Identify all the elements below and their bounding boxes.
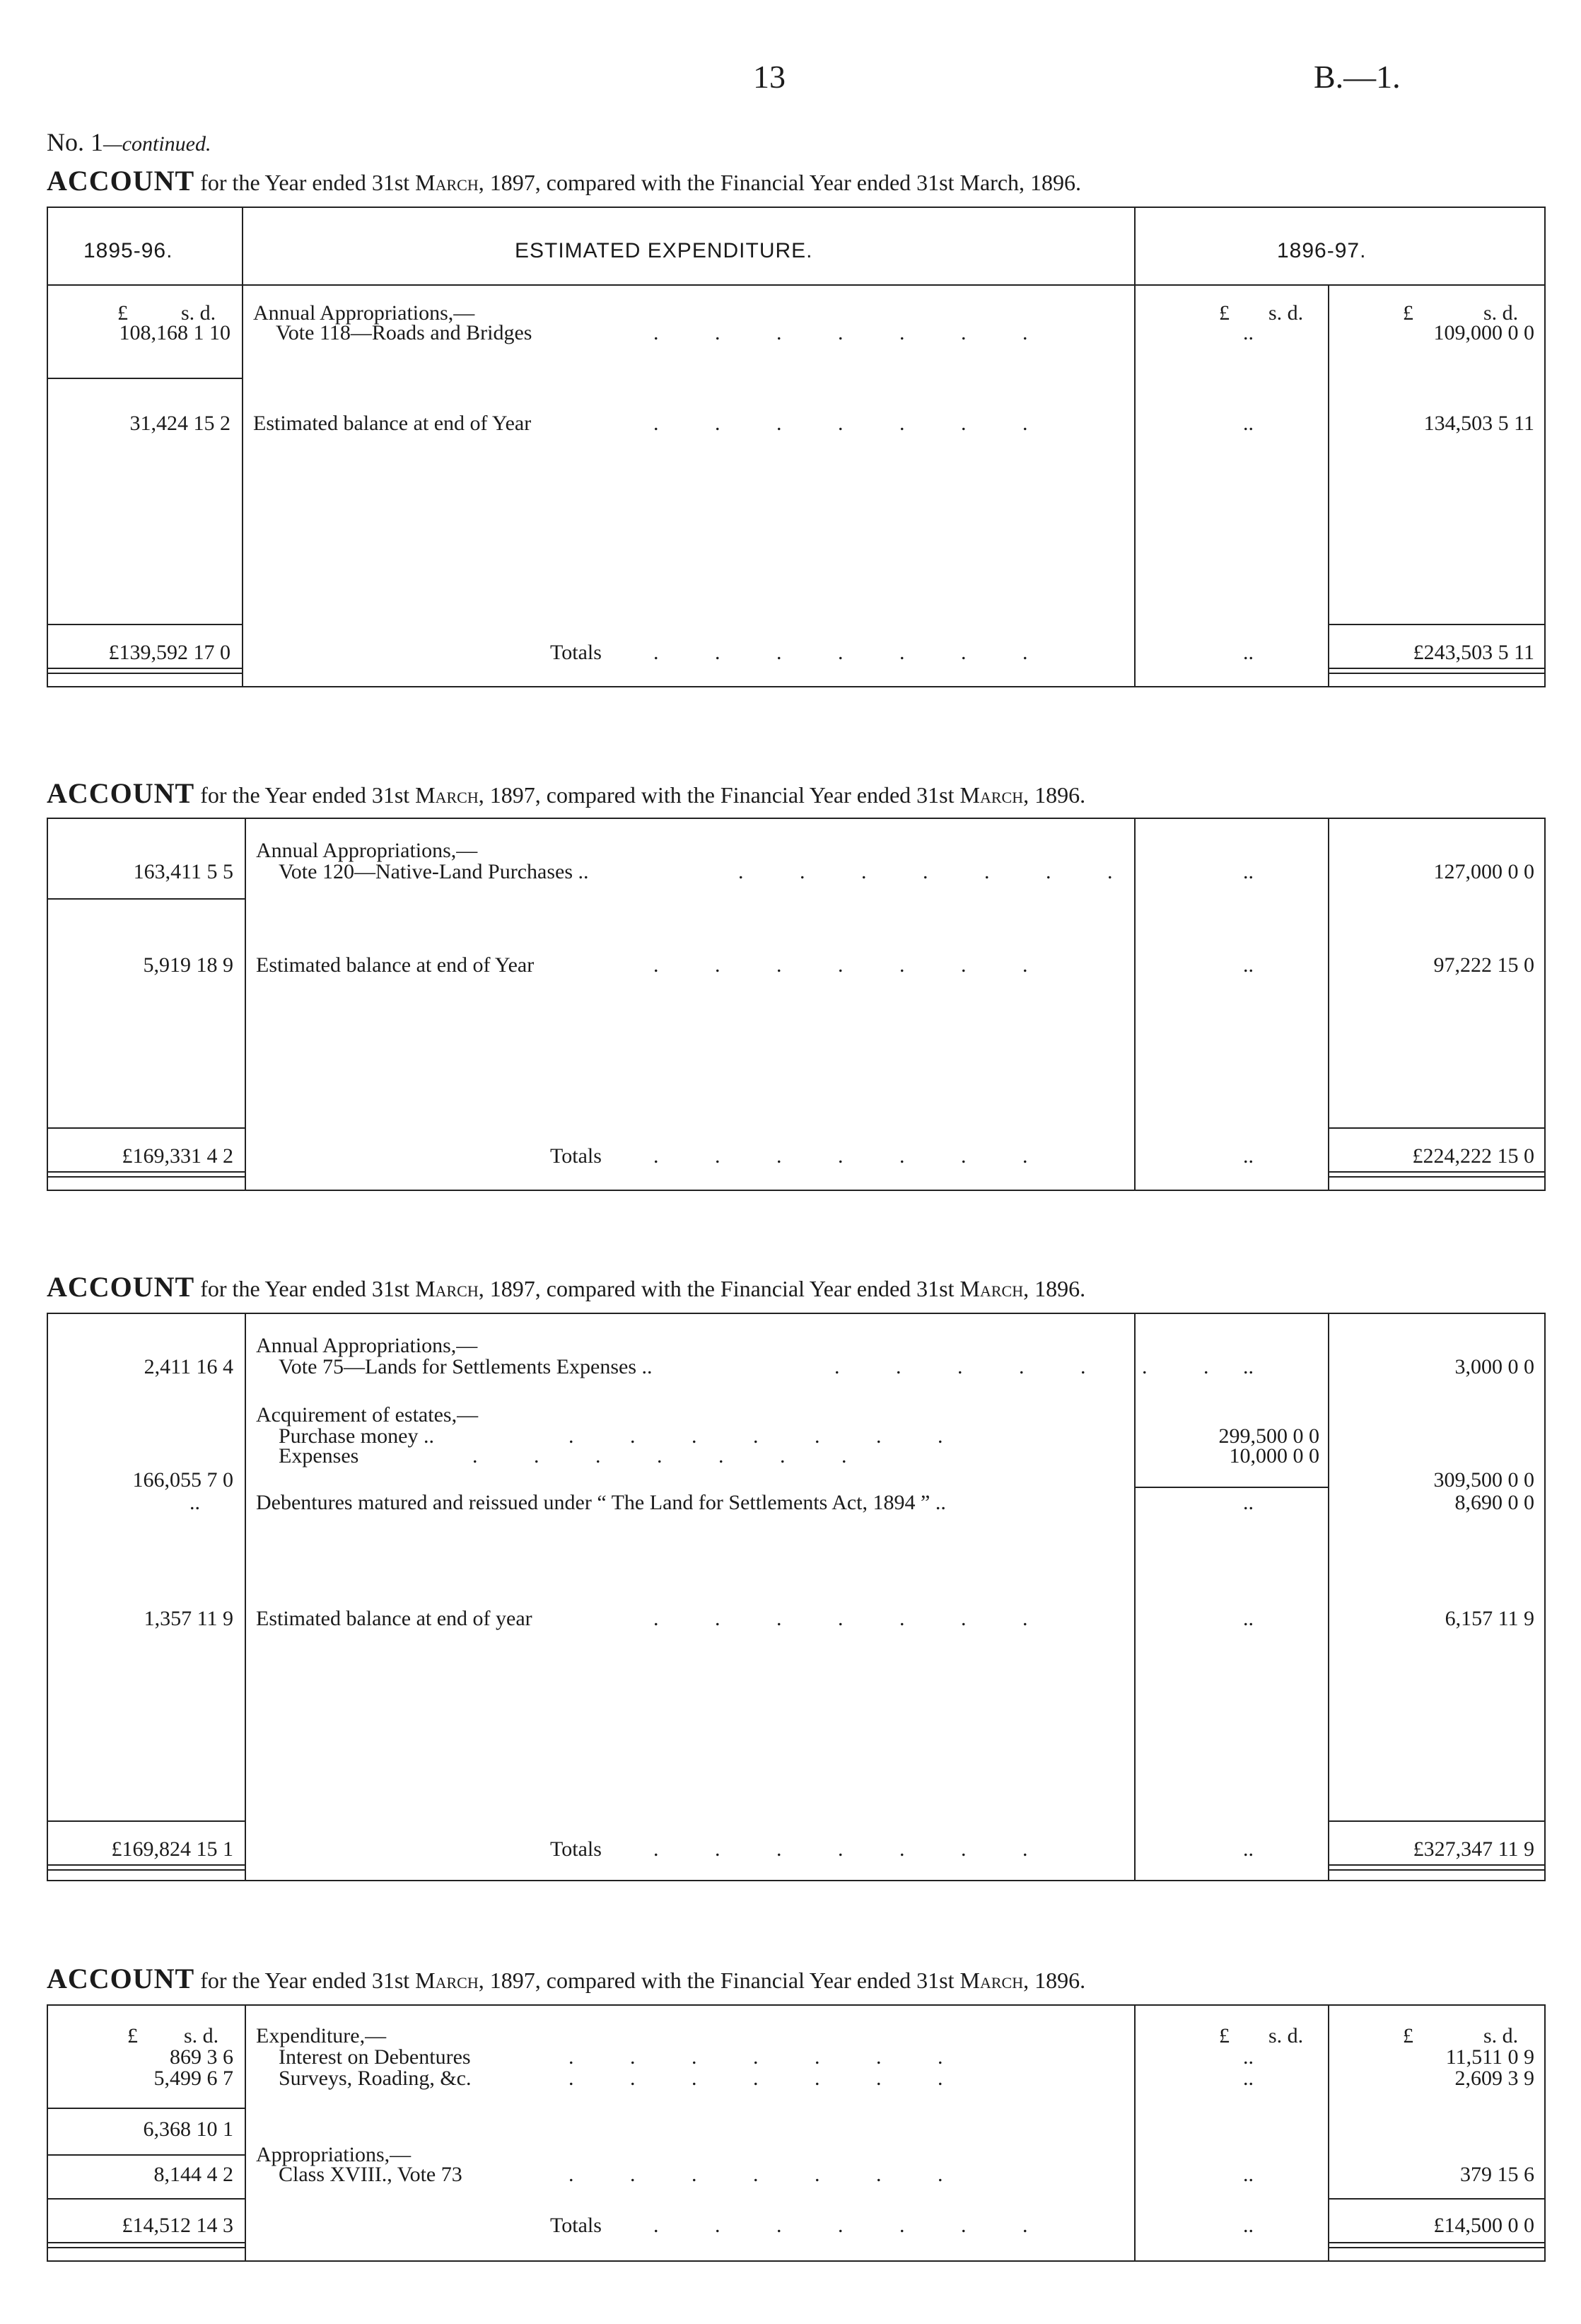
expenditure-line: Vote 118—Roads and Bridges: [276, 321, 532, 344]
prev-value: 1,357 11 9: [144, 1607, 233, 1630]
prev-value: 2,411 16 4: [144, 1355, 233, 1378]
prev-value: 8,144 4 2: [153, 2163, 233, 2186]
expenditure-line: Annual Appropriations,—: [256, 839, 478, 862]
curr-total: £327,347 11 9: [1413, 1837, 1534, 1861]
curr-total: £14,500 0 0: [1433, 2214, 1534, 2237]
account-caption-3: ACCOUNT for the Year ended 31st March, 1897, compared with the Financial Year ended 31st March, 1896.: [47, 1271, 1086, 1303]
curr-value: 8,690 0 0: [1454, 1491, 1534, 1514]
prev-total: £14,512 14 3: [122, 2214, 233, 2237]
expenditure-line: Purchase money ..: [279, 1424, 434, 1448]
section-label: No. 1: [47, 128, 103, 156]
curr-value: 97,222 15 0: [1433, 953, 1534, 977]
page-number: 13: [753, 59, 786, 95]
continued-label: —continued.: [103, 132, 211, 156]
account-caption-2: ACCOUNT for the Year ended 31st March, 1897, compared with the Financial Year ended 31st March, 1896.: [47, 777, 1086, 809]
expenditure-line: Expenditure,—: [256, 2024, 387, 2047]
account-table-debentures: £ s. d. 869 3 6 5,499 6 7 6,368 10 1 8,144 4 2 £14,512 14 3 Expenditure,— Interest on Debentures . . . . . . . Surveys, Roading, &c. . . . . . . . Appropriations,— Class XVIII., Vote 73 . . . . . . . Totals . . . . . . . £ s. d. .. .. .. .. £ s. d. 11,511 0 9 2,609 3 9 379 15 6 £14,500 0 0: [47, 2004, 1546, 2262]
account-table-settlements: 2,411 16 4 166,055 7 0 .. 1,357 11 9 £169,824 15 1 Annual Appropriations,— Vote 75—Lands for Settlements Expenses .. . . . . . . . Acquirement of estates,— Purchase money .. . . . . . . . Expenses . . . . . . . Debentures matured and reissued under “ The Land for Settlements Act, 1894 ” .. Estimated balance at end of year . . . . . . . Totals . . . . . . . .. 299,500 0 0 10,000 0 0 .. .. .. 3,000 0 0 309,500 0 0 8,690 0 0 6,157 11 9 £327,347 11 9: [47, 1313, 1546, 1881]
totals-label: Totals: [550, 1144, 602, 1168]
prev-value: 31,424 15 2: [129, 412, 231, 435]
prev-total: £139,592 17 0: [108, 641, 231, 664]
expenditure-line: Debentures matured and reissued under “ The Land for Settlements Act, 1894 ” ..: [256, 1491, 946, 1514]
curr-value: 379 15 6: [1460, 2163, 1534, 2186]
curr-year-header: 1896-97.: [1277, 239, 1367, 262]
expenditure-line: Vote 75—Lands for Settlements Expenses ..: [279, 1355, 653, 1378]
mid-value: 299,500 0 0: [1218, 1424, 1319, 1448]
prev-value: 5,919 18 9: [143, 953, 233, 977]
prev-value: 5,499 6 7: [153, 2067, 233, 2090]
prev-value: 6,368 10 1: [143, 2117, 233, 2141]
section-number: [47, 127, 211, 157]
expenditure-line: Estimated balance at end of Year: [256, 953, 535, 977]
prev-value: 869 3 6: [170, 2045, 233, 2069]
expenditure-line: Appropriations,—: [256, 2143, 412, 2166]
expenditure-line: Estimated balance at end of year: [256, 1607, 532, 1630]
prev-value: 166,055 7 0: [132, 1468, 233, 1492]
curr-value: 6,157 11 9: [1445, 1607, 1534, 1630]
curr-total: £243,503 5 11: [1413, 641, 1534, 664]
mid-value: 10,000 0 0: [1229, 1444, 1319, 1468]
curr-value: 3,000 0 0: [1454, 1355, 1534, 1378]
totals-label: Totals: [550, 641, 602, 664]
expenditure-line: Annual Appropriations,—: [253, 301, 475, 325]
expenditure-line: Annual Appropriations,—: [256, 1334, 478, 1357]
expenditure-line: Expenses: [279, 1444, 359, 1468]
curr-value: 309,500 0 0: [1433, 1468, 1534, 1492]
prev-year-header: 1895-96.: [83, 239, 173, 262]
expenditure-line: Acquirement of estates,—: [256, 1403, 479, 1427]
totals-label: Totals: [550, 2214, 602, 2237]
curr-value: 2,609 3 9: [1454, 2067, 1534, 2090]
curr-value: 134,503 5 11: [1423, 412, 1534, 435]
totals-label: Totals: [550, 1837, 602, 1861]
expenditure-line: Estimated balance at end of Year: [253, 412, 532, 435]
curr-value: 11,511 0 9: [1445, 2045, 1534, 2069]
expenditure-line: Interest on Debentures: [279, 2045, 471, 2069]
prev-value: 163,411 5 5: [133, 860, 233, 883]
prev-total: £169,331 4 2: [122, 1144, 233, 1168]
account-caption-1: ACCOUNT for the Year ended 31st March, 1897, compared with the Financial Year ended 31st March, 1896.: [47, 165, 1082, 197]
prev-value: 108,168 1 10: [119, 321, 231, 344]
curr-total: £224,222 15 0: [1412, 1144, 1534, 1168]
expenditure-line: Surveys, Roading, &c.: [279, 2067, 472, 2090]
prev-total: £169,824 15 1: [111, 1837, 233, 1861]
account-table-native-land: 163,411 5 5 5,919 18 9 £169,331 4 2 Annual Appropriations,— Vote 120—Native-Land Purchases .. . . . . . . . Estimated balance at end of Year . . . . . . . Totals . . . . . . . .. .. .. 127,000 0 0 97,222 15 0 £224,222 15 0: [47, 818, 1546, 1191]
estimated-expenditure-header: ESTIMATED EXPENDITURE.: [515, 239, 813, 262]
curr-value: 109,000 0 0: [1433, 321, 1534, 344]
account-caption-4: ACCOUNT for the Year ended 31st March, 1897, compared with the Financial Year ended 31st March, 1896.: [47, 1963, 1086, 1994]
account-table-roads: 1895-96. ESTIMATED EXPENDITURE. 1896-97. £ s. d. 108,168 1 10 31,424 15 2 £139,592 17 0 Annual Appropriations,— Vote 118—Roads and Bridges . . . . . . . Estimated balance at end of Year . . . . . . . Totals . . . . . . . £ s. d. .. .. .. £ s. d. 109,000 0 0 134,503 5 11 £243,503 5 11: [47, 207, 1546, 687]
expenditure-line: Class XVIII., Vote 73: [279, 2163, 462, 2186]
curr-value: 127,000 0 0: [1433, 860, 1534, 883]
page-reference: B.—1.: [1314, 59, 1401, 95]
expenditure-line: Vote 120—Native-Land Purchases ..: [279, 860, 589, 883]
